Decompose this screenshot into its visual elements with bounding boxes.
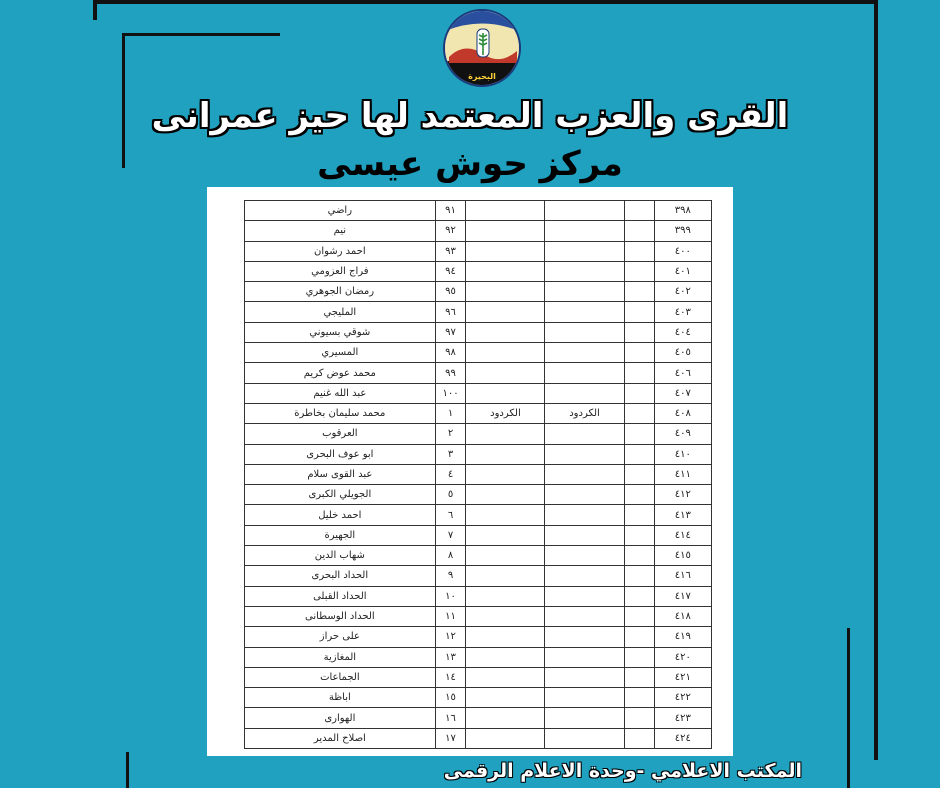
table-row [245, 546, 712, 566]
row-unit-cell [466, 201, 545, 221]
row-unit-cell [466, 728, 545, 748]
row-village-name-cell: احمد رشوان [245, 241, 436, 261]
row-center-cell [545, 464, 624, 484]
row-village-name-cell: شوقي بسيوني [245, 322, 436, 342]
row-blank-cell [624, 201, 654, 221]
row-village-name-cell: فراج العزومي [245, 261, 436, 281]
frame-top-line [93, 0, 878, 4]
row-index-cell: ١٣ [435, 647, 466, 667]
row-unit-cell [466, 627, 545, 647]
row-serial-cell: ٤١٠ [654, 444, 711, 464]
row-blank-cell [624, 464, 654, 484]
row-center-cell [545, 546, 624, 566]
row-index-cell: ٩٨ [435, 343, 466, 363]
row-unit-cell [466, 566, 545, 586]
document-sheet [207, 187, 733, 756]
row-village-name-cell: العرقوب [245, 424, 436, 444]
row-index-cell: ١ [435, 403, 466, 423]
row-center-cell [545, 322, 624, 342]
footer-credit: المكتب الاعلامي -وحدة الاعلام الرقمى [443, 760, 802, 782]
row-unit-cell [466, 241, 545, 261]
row-center-cell [545, 525, 624, 545]
row-center-cell [545, 485, 624, 505]
row-index-cell: ٩٥ [435, 282, 466, 302]
row-index-cell: ٩٩ [435, 363, 466, 383]
row-center-cell [545, 241, 624, 261]
table-row [245, 403, 712, 423]
row-unit-cell [466, 606, 545, 626]
row-index-cell: ١٧ [435, 728, 466, 748]
row-unit-cell [466, 464, 545, 484]
row-unit-cell [466, 343, 545, 363]
row-village-name-cell: عبد الله غنيم [245, 383, 436, 403]
row-village-name-cell: الجويلي الكبرى [245, 485, 436, 505]
row-index-cell: ١٠ [435, 586, 466, 606]
table-row [245, 647, 712, 667]
row-blank-cell [624, 383, 654, 403]
row-index-cell: ١١ [435, 606, 466, 626]
row-center-cell [545, 505, 624, 525]
table-row [245, 708, 712, 728]
table-row [245, 424, 712, 444]
row-village-name-cell: المغازية [245, 647, 436, 667]
row-blank-cell [624, 647, 654, 667]
table-row [245, 586, 712, 606]
row-serial-cell: ٤٠٩ [654, 424, 711, 444]
row-center-cell [545, 302, 624, 322]
logo-caption: البحيرة [468, 72, 496, 81]
row-village-name-cell: اصلاح المدير [245, 728, 436, 748]
row-unit-cell [466, 282, 545, 302]
row-unit-cell [466, 525, 545, 545]
row-center-cell [545, 728, 624, 748]
row-unit-cell [466, 261, 545, 281]
row-village-name-cell: اباظة [245, 688, 436, 708]
row-index-cell: ٩٤ [435, 261, 466, 281]
row-serial-cell: ٤١٩ [654, 627, 711, 647]
row-blank-cell [624, 546, 654, 566]
row-index-cell: ١٦ [435, 708, 466, 728]
row-index-cell: ٤ [435, 464, 466, 484]
row-blank-cell [624, 282, 654, 302]
row-blank-cell [624, 444, 654, 464]
row-center-cell [545, 261, 624, 281]
table-row [245, 728, 712, 748]
row-serial-cell: ٤١٦ [654, 566, 711, 586]
row-serial-cell: ٤٠٧ [654, 383, 711, 403]
row-serial-cell: ٤٠٦ [654, 363, 711, 383]
row-serial-cell: ٤١١ [654, 464, 711, 484]
table-row [245, 261, 712, 281]
row-index-cell: ٩ [435, 566, 466, 586]
row-serial-cell: ٤٠١ [654, 261, 711, 281]
row-index-cell: ٣ [435, 444, 466, 464]
row-unit-cell [466, 546, 545, 566]
row-serial-cell: ٤٠٤ [654, 322, 711, 342]
row-village-name-cell: ابو عوف البحرى [245, 444, 436, 464]
row-blank-cell [624, 221, 654, 241]
table-row [245, 485, 712, 505]
row-serial-cell: ٤٠٠ [654, 241, 711, 261]
row-unit-cell [466, 485, 545, 505]
inner-frame-top-line [122, 33, 280, 36]
row-serial-cell: ٣٩٨ [654, 201, 711, 221]
row-center-cell: الكردود [545, 403, 624, 423]
governorate-logo [443, 9, 521, 87]
row-blank-cell [624, 505, 654, 525]
row-unit-cell [466, 647, 545, 667]
row-index-cell: ١٥ [435, 688, 466, 708]
row-blank-cell [624, 688, 654, 708]
row-village-name-cell: المسيري [245, 343, 436, 363]
row-village-name-cell: محمد عوض كريم [245, 363, 436, 383]
row-unit-cell [466, 221, 545, 241]
row-blank-cell [624, 343, 654, 363]
row-village-name-cell: الجماعات [245, 667, 436, 687]
row-unit-cell [466, 444, 545, 464]
frame-left-line [93, 0, 97, 20]
row-unit-cell [466, 322, 545, 342]
row-serial-cell: ٤١٧ [654, 586, 711, 606]
row-village-name-cell: رمضان الجوهري [245, 282, 436, 302]
row-serial-cell: ٤١٣ [654, 505, 711, 525]
row-unit-cell [466, 424, 545, 444]
table-row [245, 383, 712, 403]
row-blank-cell [624, 627, 654, 647]
row-village-name-cell: الهوارى [245, 708, 436, 728]
row-village-name-cell: عبد القوى سلام [245, 464, 436, 484]
row-village-name-cell: على حراز [245, 627, 436, 647]
row-village-name-cell: نيم [245, 221, 436, 241]
row-index-cell: ٥ [435, 485, 466, 505]
row-village-name-cell: شهاب الدين [245, 546, 436, 566]
row-index-cell: ١٢ [435, 627, 466, 647]
villages-table-body [245, 201, 712, 749]
row-serial-cell: ٤٢٣ [654, 708, 711, 728]
table-row [245, 444, 712, 464]
row-index-cell: ٧ [435, 525, 466, 545]
row-village-name-cell: محمد سليمان بخاطرة [245, 403, 436, 423]
row-index-cell: ٢ [435, 424, 466, 444]
table-row [245, 566, 712, 586]
row-unit-cell [466, 586, 545, 606]
inner-frame-bottom-left-line [126, 752, 129, 788]
row-blank-cell [624, 667, 654, 687]
row-village-name-cell: احمد خليل [245, 505, 436, 525]
row-serial-cell: ٤١٥ [654, 546, 711, 566]
villages-table [244, 200, 712, 749]
row-center-cell [545, 282, 624, 302]
row-unit-cell [466, 667, 545, 687]
table-row [245, 505, 712, 525]
row-unit-cell [466, 363, 545, 383]
row-unit-cell [466, 302, 545, 322]
table-row [245, 302, 712, 322]
row-blank-cell [624, 261, 654, 281]
row-center-cell [545, 708, 624, 728]
row-serial-cell: ٤٢٢ [654, 688, 711, 708]
row-unit-cell [466, 383, 545, 403]
row-unit-cell: الكردود [466, 403, 545, 423]
row-index-cell: ٩٢ [435, 221, 466, 241]
row-serial-cell: ٤٢٤ [654, 728, 711, 748]
row-index-cell: ٨ [435, 546, 466, 566]
table-row [245, 667, 712, 687]
table-row [245, 606, 712, 626]
row-blank-cell [624, 403, 654, 423]
row-serial-cell: ٤٠٢ [654, 282, 711, 302]
row-blank-cell [624, 586, 654, 606]
row-blank-cell [624, 241, 654, 261]
row-center-cell [545, 444, 624, 464]
row-index-cell: ٩٦ [435, 302, 466, 322]
row-village-name-cell: الحداد القبلى [245, 586, 436, 606]
row-index-cell: ٩١ [435, 201, 466, 221]
row-blank-cell [624, 525, 654, 545]
row-center-cell [545, 647, 624, 667]
row-blank-cell [624, 566, 654, 586]
row-center-cell [545, 363, 624, 383]
table-row [245, 322, 712, 342]
row-index-cell: ٩٣ [435, 241, 466, 261]
table-row [245, 464, 712, 484]
row-center-cell [545, 201, 624, 221]
row-center-cell [545, 627, 624, 647]
row-serial-cell: ٤٠٨ [654, 403, 711, 423]
table-row [245, 241, 712, 261]
row-village-name-cell: الحداد البحرى [245, 566, 436, 586]
table-row [245, 627, 712, 647]
row-blank-cell [624, 606, 654, 626]
row-blank-cell [624, 485, 654, 505]
row-unit-cell [466, 505, 545, 525]
row-blank-cell [624, 708, 654, 728]
row-center-cell [545, 566, 624, 586]
row-serial-cell: ٣٩٩ [654, 221, 711, 241]
row-blank-cell [624, 363, 654, 383]
row-index-cell: ٦ [435, 505, 466, 525]
row-index-cell: ٩٧ [435, 322, 466, 342]
row-serial-cell: ٤٠٥ [654, 343, 711, 363]
table-row [245, 525, 712, 545]
row-center-cell [545, 606, 624, 626]
table-row [245, 688, 712, 708]
table-row [245, 363, 712, 383]
row-serial-cell: ٤٢١ [654, 667, 711, 687]
row-serial-cell: ٤١٨ [654, 606, 711, 626]
row-serial-cell: ٤٢٠ [654, 647, 711, 667]
table-row [245, 221, 712, 241]
row-center-cell [545, 586, 624, 606]
row-unit-cell [466, 708, 545, 728]
row-village-name-cell: المليجي [245, 302, 436, 322]
table-row [245, 201, 712, 221]
frame-right-line [874, 0, 878, 760]
row-center-cell [545, 343, 624, 363]
row-unit-cell [466, 688, 545, 708]
row-serial-cell: ٤١٤ [654, 525, 711, 545]
row-blank-cell [624, 728, 654, 748]
row-serial-cell: ٤١٢ [654, 485, 711, 505]
row-center-cell [545, 688, 624, 708]
row-blank-cell [624, 302, 654, 322]
row-center-cell [545, 221, 624, 241]
row-village-name-cell: الجهيرة [245, 525, 436, 545]
inner-frame-right-line [847, 628, 850, 788]
row-village-name-cell: راضي [245, 201, 436, 221]
row-serial-cell: ٤٠٣ [654, 302, 711, 322]
row-blank-cell [624, 322, 654, 342]
page-title: القرى والعزب المعتمد لها حيز عمرانى [151, 96, 789, 136]
row-center-cell [545, 383, 624, 403]
row-blank-cell [624, 424, 654, 444]
row-center-cell [545, 424, 624, 444]
table-row [245, 343, 712, 363]
row-village-name-cell: الحداد الوسطانى [245, 606, 436, 626]
table-row [245, 282, 712, 302]
page-subtitle: مركز حوش عيسى [317, 144, 623, 184]
row-index-cell: ١٠٠ [435, 383, 466, 403]
row-center-cell [545, 667, 624, 687]
row-index-cell: ١٤ [435, 667, 466, 687]
